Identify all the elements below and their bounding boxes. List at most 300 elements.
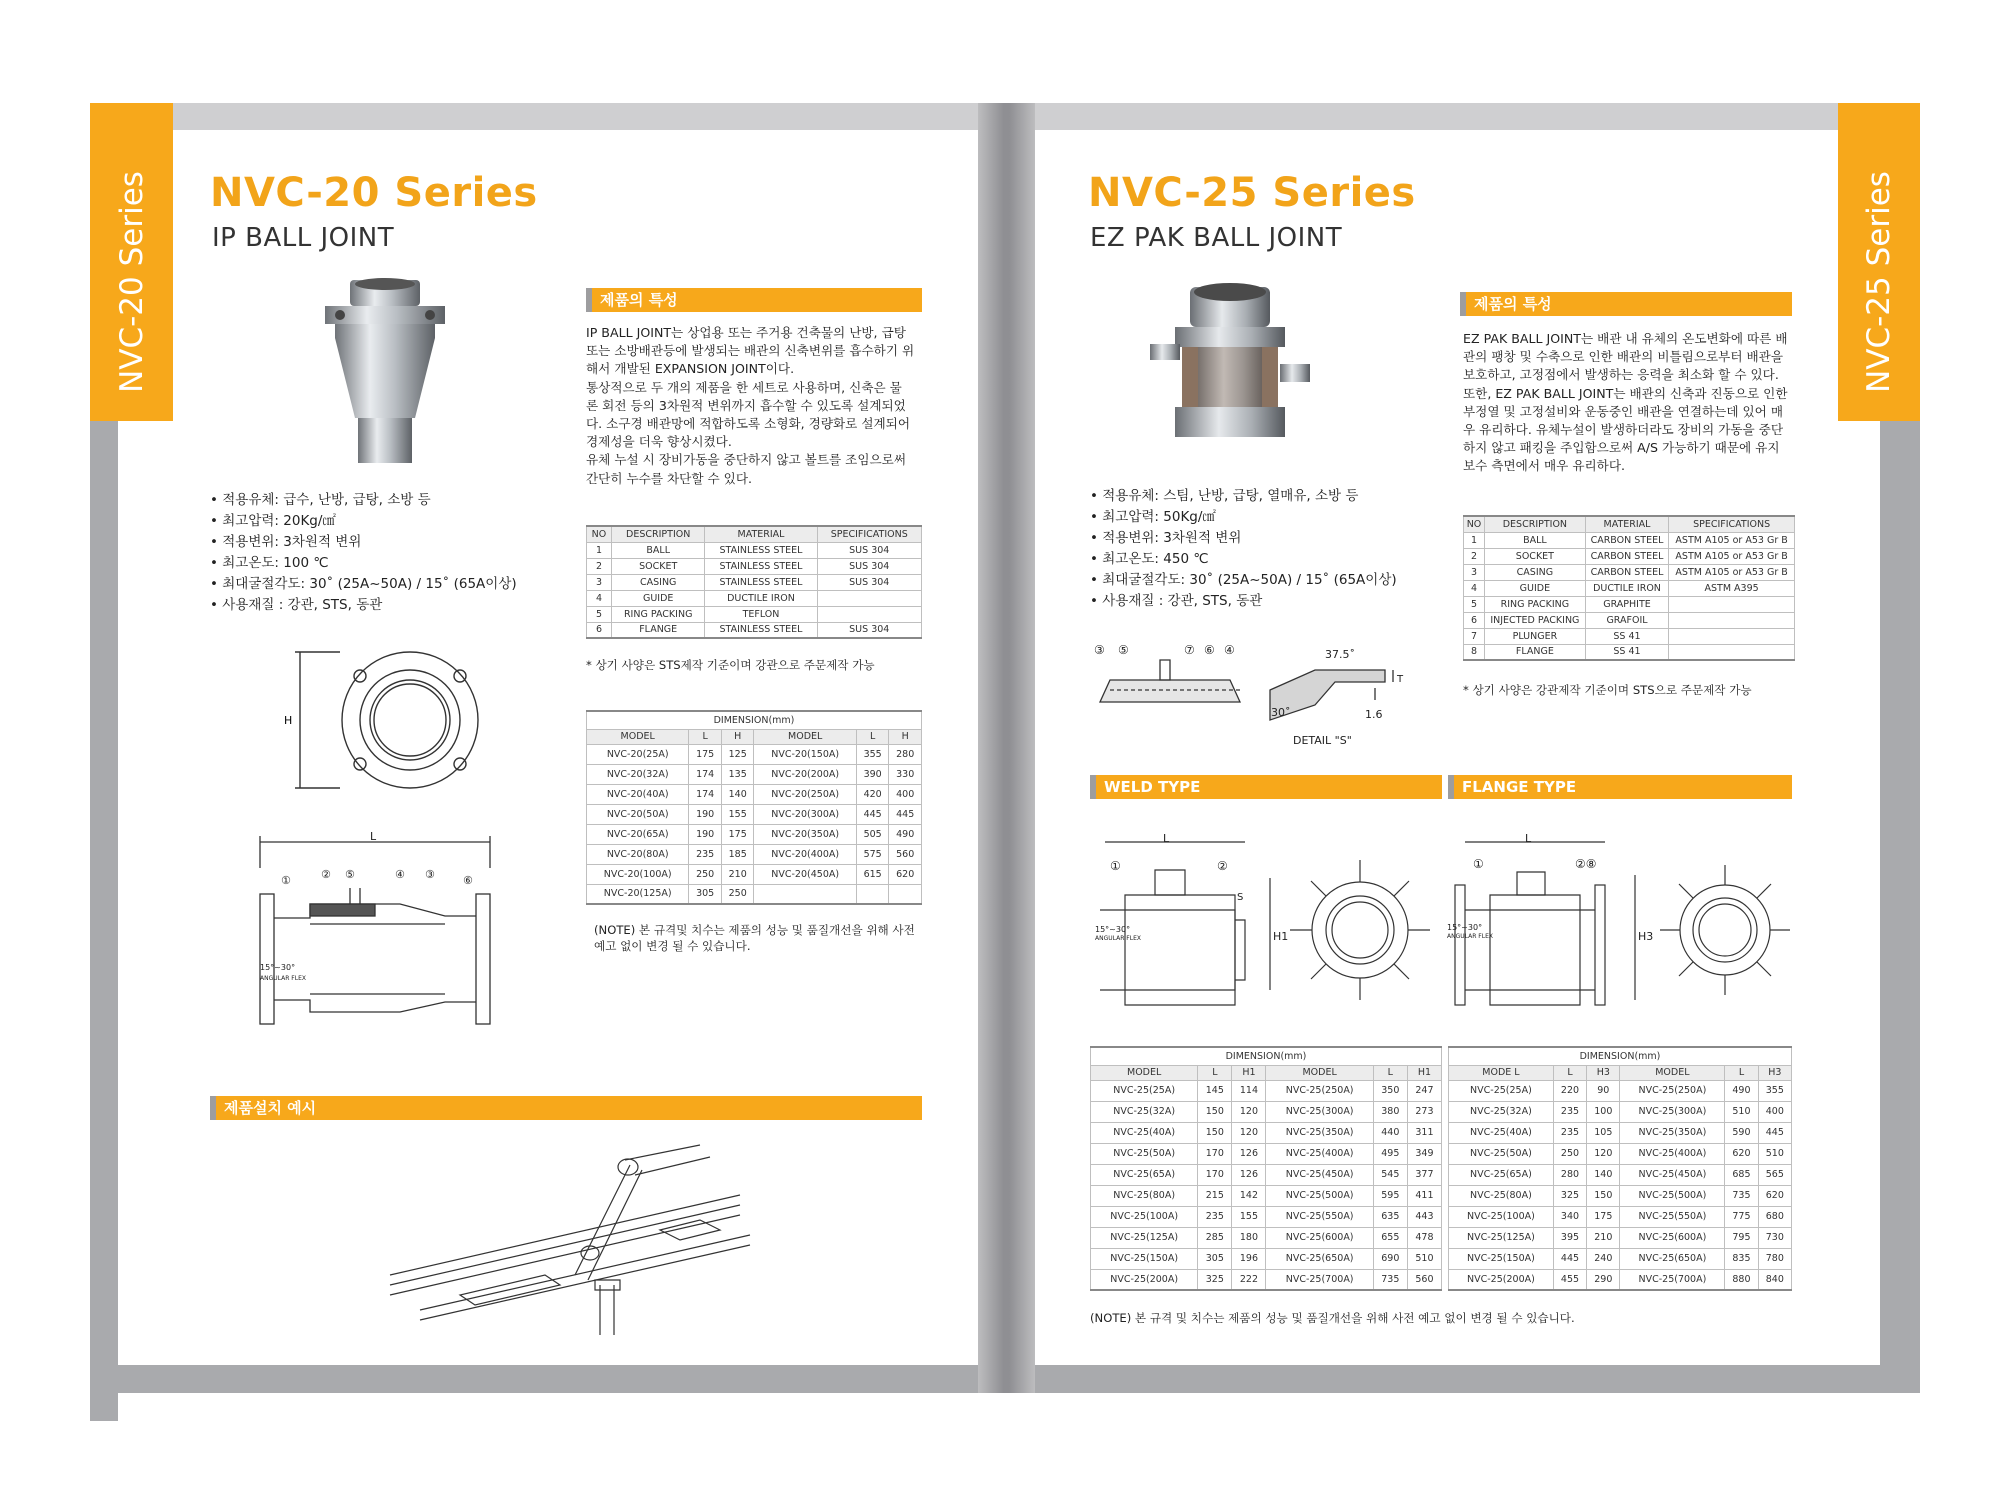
cell: CARBON STEEL xyxy=(1585,564,1668,580)
table-header: NO xyxy=(587,526,612,542)
table-header: H xyxy=(721,729,754,744)
table-caption: DIMENSION(mm) xyxy=(587,711,922,729)
cell: 349 xyxy=(1407,1143,1441,1164)
cell: SS 41 xyxy=(1585,644,1668,660)
cell: CARBON STEEL xyxy=(1585,532,1668,548)
cell: NVC-25(700A) xyxy=(1266,1269,1373,1290)
cell: NVC-25(200A) xyxy=(1449,1269,1554,1290)
table-row xyxy=(1449,1269,1792,1290)
table-row xyxy=(1091,1206,1442,1227)
cell: 220 xyxy=(1553,1080,1586,1101)
table-header: L xyxy=(856,729,889,744)
cell: 615 xyxy=(856,864,889,884)
cell: 3 xyxy=(1464,564,1485,580)
cell: 126 xyxy=(1232,1143,1266,1164)
cell: 126 xyxy=(1232,1164,1266,1185)
cell: STAINLESS STEEL xyxy=(705,622,817,638)
cell: SUS 304 xyxy=(817,622,922,638)
cell: NVC-20(400A) xyxy=(754,844,856,864)
cell: GUIDE xyxy=(1484,580,1585,596)
cell: 247 xyxy=(1407,1080,1441,1101)
table-row xyxy=(587,542,922,558)
flange-drawing-label-h3: H3 xyxy=(1638,930,1654,943)
cell: 150 xyxy=(1198,1122,1232,1143)
cell: 780 xyxy=(1758,1248,1791,1269)
cell: NVC-20(250A) xyxy=(754,784,856,804)
cell: 155 xyxy=(721,804,754,824)
cell: 880 xyxy=(1725,1269,1758,1290)
cell: GRAPHITE xyxy=(1585,596,1668,612)
left-page-number: 24 xyxy=(130,590,167,624)
cell xyxy=(856,884,889,904)
cell: NVC-20(100A) xyxy=(587,864,689,884)
spec-item: • 최고온도: 100 ℃ xyxy=(210,553,517,574)
cell: 400 xyxy=(889,784,922,804)
cell: NVC-25(450A) xyxy=(1620,1164,1725,1185)
svg-text:①: ① xyxy=(281,874,291,887)
svg-text:④: ④ xyxy=(395,868,405,881)
cell: 655 xyxy=(1373,1227,1407,1248)
cell: 445 xyxy=(856,804,889,824)
cell: NVC-20(80A) xyxy=(587,844,689,864)
cell: NVC-25(150A) xyxy=(1449,1248,1554,1269)
cell: 185 xyxy=(721,844,754,864)
table-row xyxy=(587,590,922,606)
cell: NVC-20(25A) xyxy=(587,744,689,764)
table-row xyxy=(587,744,922,764)
cell: 105 xyxy=(1587,1122,1620,1143)
cell: 2 xyxy=(587,558,612,574)
left-series-title: NVC-20 Series xyxy=(210,170,538,216)
cell: DUCTILE IRON xyxy=(1585,580,1668,596)
table-row xyxy=(1464,644,1795,660)
cell: 2 xyxy=(1464,548,1485,564)
right-page-number: 25 xyxy=(1842,590,1879,624)
cell: 210 xyxy=(721,864,754,884)
cell: ASTM A395 xyxy=(1669,580,1795,596)
table-header: MATERIAL xyxy=(1585,516,1668,532)
table-header: MODEL xyxy=(587,729,689,744)
cell: TEFLON xyxy=(705,606,817,622)
weld-drawing-label-s: S xyxy=(1237,892,1244,903)
cell: NVC-25(500A) xyxy=(1620,1185,1725,1206)
cell: 730 xyxy=(1758,1227,1791,1248)
cell: 325 xyxy=(1553,1185,1586,1206)
table-header: MATERIAL xyxy=(705,526,817,542)
cell: 445 xyxy=(1553,1248,1586,1269)
detail-s-caption: DETAIL "S" xyxy=(1293,734,1352,747)
table-row xyxy=(1091,1227,1442,1248)
cell: 340 xyxy=(1553,1206,1586,1227)
table-header: MODEL xyxy=(1620,1065,1725,1080)
cell: 455 xyxy=(1553,1269,1586,1290)
cell: 280 xyxy=(1553,1164,1586,1185)
left-material-note: * 상기 사양은 STS제작 기준이며 강관으로 주문제작 가능 xyxy=(586,658,875,672)
cell: 120 xyxy=(1232,1101,1266,1122)
cell: SS 41 xyxy=(1585,628,1668,644)
table-header: NO xyxy=(1464,516,1485,532)
cell xyxy=(817,590,922,606)
cell: 735 xyxy=(1373,1269,1407,1290)
cell xyxy=(889,884,922,904)
table-row xyxy=(1464,548,1795,564)
cell: INJECTED PACKING xyxy=(1484,612,1585,628)
cell: 170 xyxy=(1198,1164,1232,1185)
svg-text:①: ① xyxy=(1473,857,1484,871)
ez-pak-ball-joint-product-photo xyxy=(1150,282,1310,447)
cell: GRAFOIL xyxy=(1585,612,1668,628)
detail-angle-37: 37.5˚ xyxy=(1325,648,1355,661)
cell: 5 xyxy=(587,606,612,622)
cell: 7 xyxy=(1464,628,1485,644)
weld-drawing-label-angle: 15°~30° xyxy=(1095,925,1131,934)
cell: STAINLESS STEEL xyxy=(705,542,817,558)
cell: 190 xyxy=(689,804,722,824)
cell: NVC-25(50A) xyxy=(1091,1143,1198,1164)
cell: SUS 304 xyxy=(817,542,922,558)
cell: NVC-25(25A) xyxy=(1091,1080,1198,1101)
cell: NVC-25(100A) xyxy=(1091,1206,1198,1227)
cell: NVC-25(550A) xyxy=(1266,1206,1373,1227)
cell: 170 xyxy=(1198,1143,1232,1164)
weld-type-drawing xyxy=(1085,830,1445,1020)
flange-drawing-label-l: L xyxy=(1525,832,1532,845)
cell: 215 xyxy=(1198,1185,1232,1206)
cell: 3 xyxy=(587,574,612,590)
table-row xyxy=(1449,1185,1792,1206)
cell: 250 xyxy=(689,864,722,884)
cell: 355 xyxy=(856,744,889,764)
cell: NVC-25(350A) xyxy=(1266,1122,1373,1143)
cell: 325 xyxy=(1198,1269,1232,1290)
table-row xyxy=(587,884,922,904)
cell: 114 xyxy=(1232,1080,1266,1101)
flange-drawing-label-flex: ANGULAR FLEX xyxy=(1447,933,1493,940)
detail-angle-30: 30˚ xyxy=(1271,706,1291,719)
cell: 510 xyxy=(1758,1143,1791,1164)
cell: 222 xyxy=(1232,1269,1266,1290)
cell: BALL xyxy=(611,542,705,558)
cell: NVC-25(25A) xyxy=(1449,1080,1554,1101)
table-row xyxy=(1449,1227,1792,1248)
cell: 305 xyxy=(1198,1248,1232,1269)
cell: NVC-20(40A) xyxy=(587,784,689,804)
cell: NVC-25(80A) xyxy=(1091,1185,1198,1206)
table-row xyxy=(587,784,922,804)
right-dimension-note: (NOTE) 본 규격 및 치수는 제품의 성능 및 품질개선을 위해 사전 예고 없이 변경 될 수 있습니다. xyxy=(1090,1311,1575,1325)
cell: 180 xyxy=(1232,1227,1266,1248)
cell xyxy=(754,884,856,904)
table-header: MODEL xyxy=(754,729,856,744)
cell: 145 xyxy=(1198,1080,1232,1101)
cell: 595 xyxy=(1373,1185,1407,1206)
cell: 620 xyxy=(1725,1143,1758,1164)
cell: 690 xyxy=(1373,1248,1407,1269)
detail-1-6: 1.6 xyxy=(1365,708,1383,721)
svg-text:⑥: ⑥ xyxy=(1204,643,1215,657)
cell: BALL xyxy=(1484,532,1585,548)
spec-item: • 적용변위: 3차원적 변위 xyxy=(210,532,517,553)
flange-dimension-table xyxy=(1448,1046,1792,1291)
cell: 575 xyxy=(856,844,889,864)
cell: 155 xyxy=(1232,1206,1266,1227)
spec-item: • 최대굴절각도: 30˚ (25A~50A) / 15˚ (65A이상) xyxy=(210,574,517,595)
left-vertical-title: NVC-20 Series xyxy=(113,171,150,393)
table-row xyxy=(1449,1122,1792,1143)
cell: PLUNGER xyxy=(1484,628,1585,644)
spec-item: • 적용유체: 급수, 난방, 급탕, 소방 등 xyxy=(210,490,517,511)
cell: 420 xyxy=(856,784,889,804)
cell: 90 xyxy=(1587,1080,1620,1101)
cell: NVC-20(200A) xyxy=(754,764,856,784)
book-gutter xyxy=(978,103,1035,1393)
cell: 4 xyxy=(587,590,612,606)
table-row xyxy=(1091,1269,1442,1290)
left-dimension-note: (NOTE) 본 규격및 치수는 제품의 성능 및 품질개선을 위해 사전 예고 없이 변경 될 수 있습니다. xyxy=(594,923,915,953)
cell: RING PACKING xyxy=(1484,596,1585,612)
left-spec-list xyxy=(210,490,517,616)
cell: 210 xyxy=(1587,1227,1620,1248)
cell: NVC-25(250A) xyxy=(1620,1080,1725,1101)
table-row xyxy=(587,558,922,574)
cell: SUS 304 xyxy=(817,574,922,590)
cell: NVC-25(350A) xyxy=(1620,1122,1725,1143)
installation-example-drawing xyxy=(380,1135,760,1340)
cell: 490 xyxy=(1725,1080,1758,1101)
drawing-label-l: L xyxy=(370,830,377,843)
table-row xyxy=(587,622,922,638)
cell: 280 xyxy=(889,744,922,764)
weld-drawing-label-flex: ANGULAR FLEX xyxy=(1095,935,1141,942)
table-row xyxy=(1091,1185,1442,1206)
svg-text:③: ③ xyxy=(425,868,435,881)
cell: 735 xyxy=(1725,1185,1758,1206)
weld-drawing-label-l: L xyxy=(1163,832,1170,845)
table-row xyxy=(1464,612,1795,628)
cell: 142 xyxy=(1232,1185,1266,1206)
cell: CARBON STEEL xyxy=(1585,548,1668,564)
cell xyxy=(817,606,922,622)
cell: NVC-25(40A) xyxy=(1449,1122,1554,1143)
cell: NVC-20(65A) xyxy=(587,824,689,844)
cell: SOCKET xyxy=(611,558,705,574)
flange-drawing-label-angle: 15°~30° xyxy=(1447,923,1483,932)
cell: 235 xyxy=(689,844,722,864)
cell: 285 xyxy=(1198,1227,1232,1248)
cell: NVC-25(32A) xyxy=(1091,1101,1198,1122)
detail-t: T xyxy=(1397,674,1404,685)
table-header: DESCRIPTION xyxy=(1484,516,1585,532)
cell: NVC-20(150A) xyxy=(754,744,856,764)
table-header: MODEL xyxy=(1091,1065,1198,1080)
table-row xyxy=(587,606,922,622)
cell: 350 xyxy=(1373,1080,1407,1101)
svg-text:②: ② xyxy=(1217,859,1228,873)
cell: 330 xyxy=(889,764,922,784)
weld-dimension-table xyxy=(1090,1046,1442,1291)
cell: NVC-20(300A) xyxy=(754,804,856,824)
table-row xyxy=(587,824,922,844)
table-row xyxy=(1464,532,1795,548)
cell: CASING xyxy=(611,574,705,590)
cell: 680 xyxy=(1758,1206,1791,1227)
cell: 4 xyxy=(1464,580,1485,596)
cell: 5 xyxy=(1464,596,1485,612)
table-row xyxy=(587,574,922,590)
cell: NVC-25(100A) xyxy=(1449,1206,1554,1227)
ip-ball-joint-front-view-drawing xyxy=(280,640,520,800)
left-features-heading: 제품의 특성 xyxy=(586,288,922,312)
cell: 565 xyxy=(1758,1164,1791,1185)
svg-text:⑤: ⑤ xyxy=(1118,643,1129,657)
table-header: L xyxy=(689,729,722,744)
table-header: L xyxy=(1553,1065,1586,1080)
cell: 795 xyxy=(1725,1227,1758,1248)
svg-text:③: ③ xyxy=(1094,643,1105,657)
right-spec-list xyxy=(1090,486,1397,612)
right-features-text: EZ PAK BALL JOINT는 배관 내 유체의 온도변화에 따른 배 관의 팽창 및 수축으로 인한 배관의 비틀림으로부터 배관을 보호하고, 고정점에서 발생하는 응력을 최소화 할 수 있다. 또한, EZ PAK BALL JOINT는 배관의 신축과 진동으로 인한 부정열 및 고정설비와 운동중인 배관을 연결하는데 있어 매 우 유리하다. 유체누설이 발생하더라도 장비의 가동을 중단 하지 않고 패킹을 주입함으로써 A/S 가능하기 때문에 유지 보수 측면에서 매우 유리하다. xyxy=(1463,331,1788,474)
cell: 590 xyxy=(1725,1122,1758,1143)
drawing-label-angular-flex: ANGULAR FLEX xyxy=(260,975,306,982)
svg-text:②: ② xyxy=(321,868,331,881)
table-header: H1 xyxy=(1232,1065,1266,1080)
cell: NVC-20(350A) xyxy=(754,824,856,844)
table-row xyxy=(1464,564,1795,580)
spec-item: • 최고압력: 50Kg/㎠ xyxy=(1090,507,1397,528)
spec-item: • 최대굴절각도: 30˚ (25A~50A) / 15˚ (65A이상) xyxy=(1090,570,1397,591)
table-header: DESCRIPTION xyxy=(611,526,705,542)
table-row xyxy=(1091,1080,1442,1101)
cell: 510 xyxy=(1725,1101,1758,1122)
cell: 174 xyxy=(689,784,722,804)
cell: 443 xyxy=(1407,1206,1441,1227)
table-caption: DIMENSION(mm) xyxy=(1091,1047,1442,1065)
cell: NVC-25(80A) xyxy=(1449,1185,1554,1206)
right-vertical-title: NVC-25 Series xyxy=(1861,171,1898,393)
cell: 273 xyxy=(1407,1101,1441,1122)
cell: NVC-20(450A) xyxy=(754,864,856,884)
table-header: MODE L xyxy=(1449,1065,1554,1080)
cell: 311 xyxy=(1407,1122,1441,1143)
table-row xyxy=(1449,1101,1792,1122)
weld-drawing-label-h1: H1 xyxy=(1273,930,1289,943)
cell: DUCTILE IRON xyxy=(705,590,817,606)
cell: 685 xyxy=(1725,1164,1758,1185)
left-subtitle: IP BALL JOINT xyxy=(212,223,395,253)
spec-item: • 적용유체: 스팀, 난방, 급탕, 열매유, 소방 등 xyxy=(1090,486,1397,507)
cell: 411 xyxy=(1407,1185,1441,1206)
cell: 1 xyxy=(587,542,612,558)
table-header: H3 xyxy=(1758,1065,1791,1080)
cell: 140 xyxy=(721,784,754,804)
cell: RING PACKING xyxy=(611,606,705,622)
cell: 6 xyxy=(1464,612,1485,628)
ip-ball-joint-section-drawing xyxy=(255,828,505,1038)
cell: 380 xyxy=(1373,1101,1407,1122)
cell: 240 xyxy=(1587,1248,1620,1269)
svg-text:⑦: ⑦ xyxy=(1184,643,1195,657)
cell: NVC-25(400A) xyxy=(1266,1143,1373,1164)
right-side-grey xyxy=(1880,421,1920,1393)
spec-item: • 최고압력: 20Kg/㎠ xyxy=(210,511,517,532)
cell: 305 xyxy=(689,884,722,904)
cell: 250 xyxy=(1553,1143,1586,1164)
left-dimension-table xyxy=(586,710,922,905)
spec-item: • 적용변위: 3차원적 변위 xyxy=(1090,528,1397,549)
flange-type-heading: FLANGE TYPE xyxy=(1448,775,1792,799)
cell: SUS 304 xyxy=(817,558,922,574)
table-row xyxy=(587,764,922,784)
cell: NVC-25(125A) xyxy=(1091,1227,1198,1248)
cell: NVC-20(50A) xyxy=(587,804,689,824)
right-series-title: NVC-25 Series xyxy=(1088,170,1416,216)
table-row xyxy=(1449,1164,1792,1185)
cell: 125 xyxy=(721,744,754,764)
cell: NVC-25(65A) xyxy=(1449,1164,1554,1185)
cell: NVC-25(300A) xyxy=(1620,1101,1725,1122)
cell: 490 xyxy=(889,824,922,844)
table-row xyxy=(587,844,922,864)
drawing-label-angle: 15°~30° xyxy=(260,963,296,972)
cell: FLANGE xyxy=(611,622,705,638)
cell: NVC-25(450A) xyxy=(1266,1164,1373,1185)
table-row xyxy=(587,804,922,824)
table-row xyxy=(1091,1101,1442,1122)
cell: 235 xyxy=(1198,1206,1232,1227)
right-material-note: * 상기 사양은 강관제작 기준이며 STS으로 주문제작 가능 xyxy=(1463,683,1752,697)
cell: NVC-25(500A) xyxy=(1266,1185,1373,1206)
table-row xyxy=(1464,628,1795,644)
cell: 445 xyxy=(889,804,922,824)
cell: 377 xyxy=(1407,1164,1441,1185)
drawing-label-h: H xyxy=(284,714,293,727)
cell: SOCKET xyxy=(1484,548,1585,564)
cell: 495 xyxy=(1373,1143,1407,1164)
svg-text:④: ④ xyxy=(1224,643,1235,657)
flange-type-drawing xyxy=(1445,830,1805,1020)
cell: NVC-25(65A) xyxy=(1091,1164,1198,1185)
cell: NVC-25(600A) xyxy=(1620,1227,1725,1248)
cell: NVC-25(250A) xyxy=(1266,1080,1373,1101)
right-top-band xyxy=(1035,103,1838,130)
cell: 196 xyxy=(1232,1248,1266,1269)
cell: NVC-20(32A) xyxy=(587,764,689,784)
spec-item: • 최고온도: 450 ℃ xyxy=(1090,549,1397,570)
cell: NVC-25(32A) xyxy=(1449,1101,1554,1122)
cell: 190 xyxy=(689,824,722,844)
install-example-heading: 제품설치 예시 xyxy=(210,1096,922,1120)
cell: NVC-25(300A) xyxy=(1266,1101,1373,1122)
table-row xyxy=(587,864,922,884)
table-header: L xyxy=(1198,1065,1232,1080)
cell: NVC-25(650A) xyxy=(1620,1248,1725,1269)
left-top-band xyxy=(173,103,978,130)
left-features-text: IP BALL JOINT는 상업용 또는 주거용 건축물의 난방, 급탕 또는 소방배관등에 발생되는 배관의 신축변위를 흡수하기 위 해서 개발된 EXPANSION JOINT이다. 통상적으로 두 개의 제품을 한 세트로 사용하며, 신축은 물 론 회전 등의 3차원적 변위까지 흡수할 수 있도록 설계되었 다. 소구경 배관망에 적합하도록 소형화, 경량화로 설계되어 경제성을 더욱 향상시켰다. 유체 누설 시 장비가동을 중단하지 않고 볼트를 조임으로써 간단히 누수를 차단할 수 있다. xyxy=(586,325,915,486)
cell: 120 xyxy=(1587,1143,1620,1164)
cell: 355 xyxy=(1758,1080,1791,1101)
cell: NVC-25(200A) xyxy=(1091,1269,1198,1290)
svg-text:②⑧: ②⑧ xyxy=(1575,857,1597,871)
cell: 620 xyxy=(1758,1185,1791,1206)
cell: 840 xyxy=(1758,1269,1791,1290)
table-row xyxy=(1449,1080,1792,1101)
table-header: L xyxy=(1725,1065,1758,1080)
cell: NVC-25(650A) xyxy=(1266,1248,1373,1269)
cell: NVC-25(40A) xyxy=(1091,1122,1198,1143)
cell: 135 xyxy=(721,764,754,784)
cell: 635 xyxy=(1373,1206,1407,1227)
cell: NVC-25(400A) xyxy=(1620,1143,1725,1164)
